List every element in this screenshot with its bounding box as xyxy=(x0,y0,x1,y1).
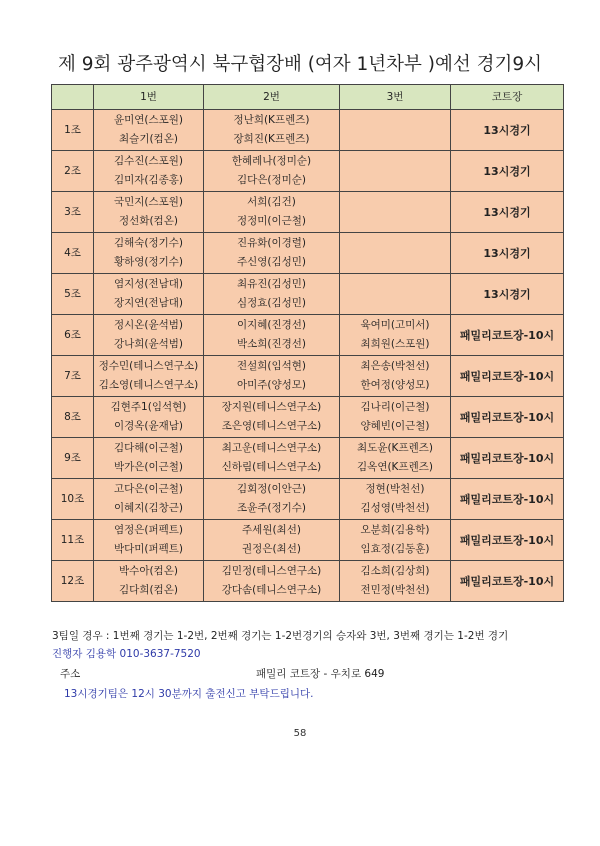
player-name: 김소영(테니스연구소) xyxy=(98,379,199,391)
header-cell-court: 코트장 xyxy=(451,85,564,110)
slot2-cell xyxy=(204,356,340,397)
group-cell: 11조 xyxy=(52,520,94,561)
group-cell: 7조 xyxy=(52,356,94,397)
court-cell: 13시경기 xyxy=(451,274,564,315)
player-name: 서희(김건) xyxy=(247,196,296,208)
player-name: 심정효(김성민) xyxy=(236,297,307,309)
player-name: 최유진(김성민) xyxy=(236,278,307,290)
player-name: 김수진(스포원) xyxy=(113,155,184,167)
player-name: 박가은(이근철) xyxy=(113,461,184,473)
table-row xyxy=(52,110,564,151)
court-cell: 패밀리코트장-10시 xyxy=(451,315,564,356)
player-name: 김나리(이근철) xyxy=(360,401,430,413)
table-row xyxy=(52,315,564,356)
table-row xyxy=(52,561,564,602)
slot1-cell xyxy=(94,315,204,356)
player-name: 전민정(박천선) xyxy=(360,584,430,596)
player-name: 육여미(고미서) xyxy=(360,319,430,331)
slot1-cell xyxy=(94,233,204,274)
player-name: 신하림(테니스연구소) xyxy=(221,461,322,473)
player-name: 주세원(최선) xyxy=(242,524,301,536)
slot3-cell xyxy=(340,274,451,315)
slot1-cell xyxy=(94,397,204,438)
court-cell: 패밀리코트장-10시 xyxy=(451,520,564,561)
page-number: 58 xyxy=(293,728,307,739)
schedule-table xyxy=(51,84,564,602)
player-name: 임효정(김동훈) xyxy=(360,543,430,555)
player-name: 최은송(박천선) xyxy=(360,360,430,372)
checkin-note: 13시경기팀은 12시 30분까지 출전신고 부탁드립니다. xyxy=(64,688,314,700)
player-name: 주신영(김성민) xyxy=(236,256,307,268)
slot3-cell xyxy=(340,561,451,602)
slot3-cell xyxy=(340,233,451,274)
player-name: 김다희(컴온) xyxy=(119,584,178,596)
player-name: 황하영(정기수) xyxy=(113,256,184,268)
player-name: 전설희(임석현) xyxy=(236,360,307,372)
player-name: 아미주(양성모) xyxy=(236,379,307,391)
slot1-cell xyxy=(94,561,204,602)
player-name: 한여정(양성모) xyxy=(360,379,430,391)
player-name: 김성영(박천선) xyxy=(360,502,430,514)
court-cell: 패밀리코트장-10시 xyxy=(451,397,564,438)
slot2-cell xyxy=(204,151,340,192)
group-cell: 9조 xyxy=(52,438,94,479)
address-label: 주소 xyxy=(60,668,81,680)
court-cell: 13시경기 xyxy=(451,110,564,151)
player-name: 장지연(전남대) xyxy=(113,297,184,309)
header-cell-slot3: 3번 xyxy=(340,85,451,110)
slot2-cell xyxy=(204,110,340,151)
slot1-cell xyxy=(94,438,204,479)
table-row xyxy=(52,520,564,561)
player-name: 김다은(정미순) xyxy=(236,174,307,186)
contact-note: 진행자 김용학 010-3637-7520 xyxy=(52,648,201,660)
player-name: 정수민(테니스연구소) xyxy=(98,360,199,372)
player-name: 최도윤(K프렌즈) xyxy=(357,442,433,454)
slot2-cell xyxy=(204,233,340,274)
group-cell: 8조 xyxy=(52,397,94,438)
table-row xyxy=(52,233,564,274)
player-name: 정현(박천선) xyxy=(365,483,425,495)
table-row xyxy=(52,192,564,233)
table-row xyxy=(52,397,564,438)
header-cell-slot1: 1번 xyxy=(94,85,204,110)
slot1-cell xyxy=(94,274,204,315)
address-value: 패밀리 코트장 - 우치로 649 xyxy=(256,668,385,680)
group-cell: 12조 xyxy=(52,561,94,602)
slot2-cell xyxy=(204,274,340,315)
table-row xyxy=(52,151,564,192)
court-cell: 패밀리코트장-10시 xyxy=(451,356,564,397)
player-name: 김옥연(K프렌즈) xyxy=(357,461,433,473)
player-name: 이지혜(진경선) xyxy=(236,319,307,331)
player-name: 박다미(퍼펙트) xyxy=(113,543,184,555)
player-name: 강나희(윤석범) xyxy=(113,338,184,350)
player-name: 정시온(윤석범) xyxy=(113,319,184,331)
player-name: 김회정(이안근) xyxy=(236,483,307,495)
header-cell-slot2: 2번 xyxy=(204,85,340,110)
player-name: 한혜레나(정미순) xyxy=(231,155,312,167)
group-cell: 2조 xyxy=(52,151,94,192)
group-cell: 4조 xyxy=(52,233,94,274)
player-name: 이혜지(김창근) xyxy=(113,502,184,514)
header-cell-group xyxy=(52,85,94,110)
player-name: 김미자(김종홍) xyxy=(113,174,184,186)
player-name: 윤미연(스포원) xyxy=(113,114,184,126)
slot2-cell xyxy=(204,438,340,479)
player-name: 김현주1(임석현) xyxy=(110,401,187,413)
player-name: 염지성(전남대) xyxy=(113,278,184,290)
player-name: 국민지(스포원) xyxy=(113,196,184,208)
player-name: 김소희(김상희) xyxy=(360,565,430,577)
group-cell: 1조 xyxy=(52,110,94,151)
player-name: 장희진(K프렌즈) xyxy=(233,133,310,145)
court-cell: 13시경기 xyxy=(451,151,564,192)
player-name: 오분희(김용학) xyxy=(360,524,430,536)
slot1-cell xyxy=(94,151,204,192)
player-name: 진유화(이경렬) xyxy=(236,237,307,249)
table-header-row xyxy=(52,85,564,110)
slot1-cell xyxy=(94,110,204,151)
court-cell: 패밀리코트장-10시 xyxy=(451,438,564,479)
slot3-cell xyxy=(340,479,451,520)
slot2-cell xyxy=(204,479,340,520)
court-cell: 13시경기 xyxy=(451,192,564,233)
slot1-cell xyxy=(94,520,204,561)
player-name: 조윤주(정기수) xyxy=(236,502,307,514)
slot2-cell xyxy=(204,315,340,356)
player-name: 정선화(컴온) xyxy=(119,215,178,227)
slot3-cell xyxy=(340,110,451,151)
slot3-cell xyxy=(340,151,451,192)
slot3-cell xyxy=(340,520,451,561)
player-name: 정난희(K프렌즈) xyxy=(233,114,310,126)
slot3-cell xyxy=(340,192,451,233)
player-name: 이경옥(윤재남) xyxy=(113,420,184,432)
player-name: 박소희(진경선) xyxy=(236,338,307,350)
table-row xyxy=(52,274,564,315)
table-row xyxy=(52,479,564,520)
slot3-cell xyxy=(340,315,451,356)
court-cell: 패밀리코트장-10시 xyxy=(451,479,564,520)
court-cell: 13시경기 xyxy=(451,233,564,274)
player-name: 최희원(스포원) xyxy=(360,338,430,350)
player-name: 권정은(최선) xyxy=(242,543,301,555)
player-name: 정정미(이근철) xyxy=(236,215,307,227)
player-name: 강다솜(테니스연구소) xyxy=(221,584,322,596)
player-name: 김해숙(정기수) xyxy=(113,237,184,249)
slot2-cell xyxy=(204,561,340,602)
page-title: 제 9회 광주광역시 북구협장배 (여자 1년차부 )예선 경기9시 xyxy=(57,54,543,75)
slot3-cell xyxy=(340,397,451,438)
slot2-cell xyxy=(204,520,340,561)
group-cell: 6조 xyxy=(52,315,94,356)
slot2-cell xyxy=(204,192,340,233)
table-row xyxy=(52,438,564,479)
player-name: 최고운(테니스연구소) xyxy=(221,442,322,454)
player-name: 양혜빈(이근철) xyxy=(360,420,430,432)
table-row xyxy=(52,356,564,397)
group-cell: 5조 xyxy=(52,274,94,315)
slot3-cell xyxy=(340,438,451,479)
player-name: 조은영(테니스연구소) xyxy=(221,420,322,432)
player-name: 고다은(이근철) xyxy=(113,483,184,495)
player-name: 염정은(퍼펙트) xyxy=(113,524,184,536)
slot3-cell xyxy=(340,356,451,397)
match-rule-note: 3팀일 경우 : 1번째 경기는 1-2번, 2번째 경기는 1-2번경기의 승자와 3번, 3번째 경기는 1-2번 경기 xyxy=(52,630,509,642)
slot1-cell xyxy=(94,356,204,397)
player-name: 최슬기(컴온) xyxy=(119,133,178,145)
slot1-cell xyxy=(94,192,204,233)
court-cell: 패밀리코트장-10시 xyxy=(451,561,564,602)
slot2-cell xyxy=(204,397,340,438)
slot1-cell xyxy=(94,479,204,520)
player-name: 김민정(테니스연구소) xyxy=(221,565,322,577)
player-name: 장지원(테니스연구소) xyxy=(221,401,322,413)
group-cell: 10조 xyxy=(52,479,94,520)
player-name: 박수아(컴온) xyxy=(119,565,178,577)
group-cell: 3조 xyxy=(52,192,94,233)
player-name: 김다해(이근철) xyxy=(113,442,184,454)
